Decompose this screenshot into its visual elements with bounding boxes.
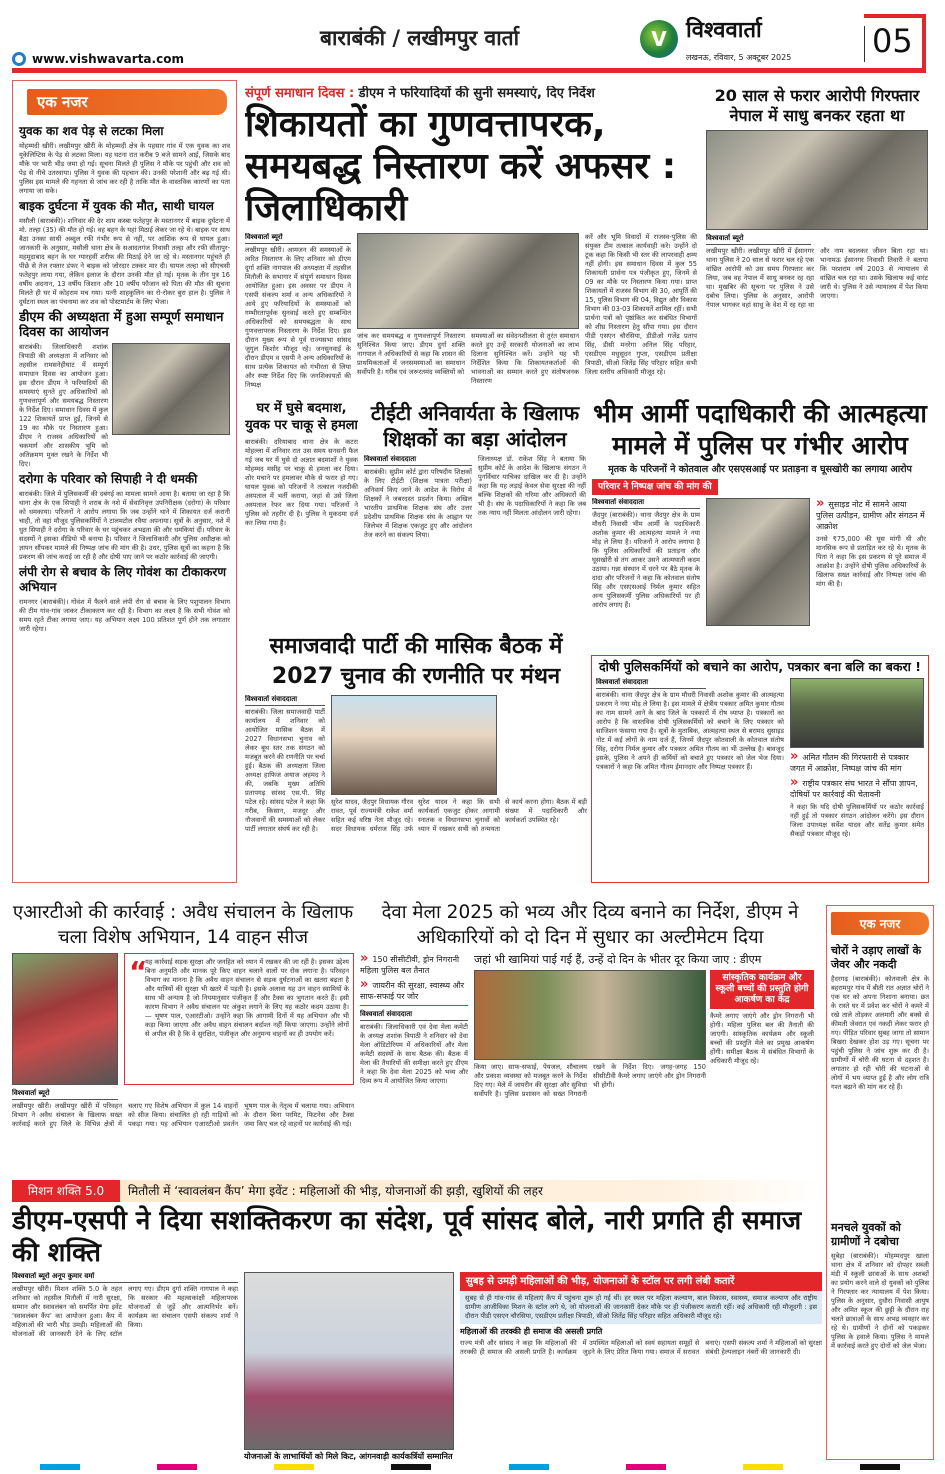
journalist-bullet	[790, 777, 924, 800]
quote-icon: “	[129, 955, 148, 988]
bullet-text: जायरीन की सुरक्षा, स्वास्थ्य और साफ-सफाई पर जोर	[360, 981, 465, 1001]
byline: विश्ववार्ता ब्यूरो	[12, 1089, 118, 1100]
brief-title: चोरों ने उड़ाए लाखों के जेवर और नकदी	[831, 944, 922, 971]
brief-body: सुबेहा (बाराबंकी)। मोहम्मदपुर खाला थाना क्षेत्र में शनिवार को दोपहर सब्जी मंडी में स्कूली छात्राओं के साथ अशब्दों का प्रयोग करने वाले दो युवकों को पुलिस ने गिरफ्तार कर न्यायालय में पेश किया। पुलिस के अनुसार, दुधौरा निवासी आयुष और अमित स्कूल की छुट्टी के दौरान राह चलते छात्राओं के साथ अभद्र व्यवहार कर रहे थे। ग्रामीणों ने दोनों को पकड़कर पुलिस के हवाले किया। पुलिस ने मामले में कार्रवाई करते हुए दोनों को जेल भेजा।	[831, 1252, 929, 1350]
deva-body-2: किया जाए। साफ-सफाई, पेयजल, शौचालय और प्रकाश व्यवस्था को मजबूत करने के निर्देश दिए गए। मेले में जायरीन की सुरक्षा और सुविधा सर्वोपरि है। पुलिस प्रशासन को सख्त निगरानी रखने के निर्देश दिए। जगह-जगह 150 सीसीटीवी कैमरे लगाए जाएंगे और ड्रोन निगरानी भी होगी।	[474, 1063, 706, 1098]
deva-body-3: कैमरे लगाए जाएंगे और ड्रोन निगरानी भी होगी। महिला पुलिस बल की तैनाती की जाएगी। सांस्कृतिक कार्यक्रम और स्कूली बच्चों की प्रस्तुति मेले का प्रमुख आकर्षण होंगी। समीक्षा बैठक में संबंधित विभागों के अधिकारी मौजूद रहे।	[710, 1012, 814, 1065]
bhim-headline: भीम आर्मी पदाधिकारी की आत्महत्या मामले में पुलिस पर गंभीर आरोप	[593, 399, 927, 460]
bullet-text: राष्ट्रीय पत्रकार संघ भारत ने सौंपा ज्ञापन, दोषियों पर कार्रवाई की चेतावनी	[790, 779, 918, 799]
browser-icon	[12, 52, 26, 66]
brand-name: विश्ववार्ता	[686, 18, 762, 43]
arto-quote-box	[124, 953, 354, 1085]
bhim-army-story	[592, 398, 928, 626]
lead-body-col3: समस्याओं का संवेदनशीलता से तुरंत समाधान करते हुए उन्हें सरकारी योजनाओं का लाभ दिलाना सुनिश्चित करें। उन्होंने यह भी निर्देशित किया कि शिकायतकर्ताओं की भावनाओं का सम्मान करते हुए संतोषजनक निस्तारण	[471, 332, 579, 385]
bullet-icon: »	[360, 977, 369, 992]
lead-body-col1: लखीमपुर खीरी। आमजन की समस्याओं के त्वरित निस्तारण के लिए शनिवार को डीएम दुर्गा शक्ति नागपाल की अध्यक्षता में तहसील मितौली के सभागार में संपूर्ण समाधान दिवस आयोजित हुआ। इस अवसर पर डीएम ने एसपी संकल्प शर्मा व अन्य अधिकारियों ने आये हुए फरियादियों के समस्याओं को गम्भीरतापूर्वक सुनवाई करते हुए सम्बन्धित अधिकारियों को समयबद्धता के साथ गुणवत्तापरक निस्तारण के निर्देश दिए। इस दौरान मुख्य रूप से पूर्व राज्यसभा सांसद जुगुल किशोर मौजूद रहे। जनसुनवाई के दौरान डीएम व एसपी ने अन्य अधिकारियों के साथ प्रत्येक शिकायत को गंभीरता से लिया और स्पष्ट निर्देश दिए कि जनशिकायतों की निष्पक्ष	[245, 246, 351, 389]
bullet-icon: »	[790, 775, 799, 790]
dateline: लखनऊ, रविवार, 5 अक्टूबर 2025	[686, 53, 792, 62]
mission-caption-2: महिलाओं की तरक्की ही समाज की असली प्रगति	[460, 1327, 603, 1336]
brief-title: मनचले युवकों को ग्रामीणों ने दबोचा	[831, 1221, 901, 1248]
brief-item	[19, 124, 230, 196]
brief-title: डीएम की अध्यक्षता में हुआ सम्पूर्ण समाधान दिवस का आयोजन	[19, 310, 224, 340]
byline: विश्ववार्ता ब्यूरो अनूप कुमार वर्मा	[12, 1272, 238, 1283]
lead-story	[245, 86, 703, 391]
bullet-text: सुसाइड नोट में सामने आया पुलिस उत्पीड़न, ग्रामीण और संगठन में आक्रोश	[816, 500, 925, 531]
masthead	[0, 0, 945, 76]
kicker-bar	[12, 1180, 822, 1202]
sp-meeting-photo	[331, 695, 497, 795]
journalist-headline: दोषी पुलिसकर्मियों को बचाने का आरोप, पत्रकार बना बलि का बकरा !	[599, 659, 921, 674]
stab-story	[245, 400, 358, 625]
mission-caption-1: योजनाओं के लाभार्थियों को मिले किट, आंगनवाड़ी कार्यकर्त्रियों सम्मानित	[244, 1452, 453, 1461]
fugitive-headline: 20 साल से फरार आरोपी गिरफ्तार नेपाल में साधु बनकर रहता था	[714, 86, 920, 125]
mission-body-1: लखीमपुर खीरी। मिशन शक्ति 5.0 के तहत शनिवार को तहसील मितौली में नारी सुरक्षा, सम्मान और स्वावलंबन को समर्पित मेगा इवेंट ‘स्वावलंबन कैंप’ का आयोजन हुआ। कैंप में महिलाओं की भारी भीड़ उमड़ी। महिलाओं की योजनाओं की जानकारी देने के लिए स्टॉल लगाए गए। डीएम दुर्गा शक्ति नागपाल ने कहा कि सरकार की महत्वाकांक्षी महिलापरक योजनाओं से जुड़ें और आत्मनिर्भर बनें। कार्यक्रम का संचालन एसपी संकल्प शर्मा ने किया।	[12, 1285, 238, 1338]
website-url[interactable]: www.vishwavarta.com	[32, 52, 184, 66]
deva-subhead: जहां भी खामियां पाई गई हैं, उन्हें दो दिन के भीतर दूर किया जाए : डीएम	[474, 953, 762, 966]
mission-red-banner: सुबह से उमड़ी महिलाओं की भीड़, योजनाओं के स्टॉल पर लगी लंबी कतारें	[460, 1272, 822, 1291]
brief-body: हैदरगढ़ (बाराबंकी)। कोतवाली क्षेत्र के बहरामपुर गांव में बीती रात अज्ञात चोरों ने एक घर को अपना निशाना बनाया। छत के रास्ते घर में प्रवेश कर चोरों ने कमरे में रखे ताले तोड़कर अलमारी और बक्से से कीमती जेवरात एवं नकदी लेकर फरार हो गए। पीड़ित परिवार सुबह जागा तो सामान बिखरा देखकर होश उड़ गए। सूचना पर पहुंची पुलिस ने जांच शुरू कर दी है। ग्रामीणों में चोरी की घटना से दहशत है। लगातार हो रही चोरी की घटनाओं से लोगों में भय व्याप्त हुई है और लोग रात्रि गश्त बढ़ाने की मांग कर रहे हैं।	[831, 975, 929, 1091]
mission-kicker: मितौली में ‘स्वावलंबन कैंप’ मेगा इवेंट : महिलाओं की भीड़, योजनाओं की झड़ी, खुशियों की लहर	[128, 1184, 543, 1198]
deva-bullet	[360, 953, 468, 976]
brief-body: बाराबंकी। जिलाधिकारी शशांक त्रिपाठी की अध्यक्षता में शनिवार को तहसील रामसनेहीघाट में सम्पूर्ण समाधान दिवस का आयोजन हुआ। इस दौरान डीएम ने फरियादियों की समस्याएं सुनते हुए अधिकारियों को गुणवत्तापूर्ण और समयबद्ध निस्तारण के निर्देश दिए। समाधान दिवस में कुल 122 शिकायतें प्राप्त हुईं, जिनमें से 19 का मौके पर निस्तारण हुआ। डीएम ने राजस्व अधिकारियों को चकमार्ग और शासकीय भूमि को अतिक्रमण मुक्त रखने के निर्देश भी दिए।	[19, 343, 108, 468]
deva-red-box: सांस्कृतिक कार्यक्रम और स्कूली बच्चों की प्रस्तुति होगी आकर्षण का केंद्र	[710, 970, 814, 1009]
mission-body-2: राज्य मंत्री और सांसद ने कहा कि महिलाओं की तरक्की ही समाज की असली प्रगति है। कार्यक्रम में उपस्थित महिलाओं को स्वयं सहायता समूहों से जुड़ने के लिए प्रेरित किया गया। समाज में सरावत बनाएं। एसपी संकल्प शर्मा ने महिलाओं को सुरक्षा संबंधी हेल्पलाइन नंबरों की जानकारी दी।	[460, 1339, 822, 1356]
sp-body-1: बाराबंकी। जिला समाजवादी पार्टी कार्यालय में शनिवार को आयोजित मासिक बैठक में 2027 विधानसभा चुनाव को लेकर बूथ स्तर तक संगठन को मजबूत करने की रणनीति पर चर्चा हुई। बैठक की अध्यक्षता जिला अध्यक्ष हाफिज अयाज अहमद ने की, जबकि मुख्य अतिथि प्रतापगढ़ सांसद एस.पी. सिंह पटेल रहे। सांसद पटेल ने कहा कि गरीब, किसान, मजदूर और नौजवानों की समस्याओं को लेकर पार्टी लगातार संघर्ष कर रही है।	[245, 708, 325, 833]
brief-title: युवक का शव पेड़ से लटका मिला	[19, 124, 164, 138]
dm-meeting-photo	[112, 343, 230, 435]
mission-shakti-story	[12, 1180, 822, 1462]
lead-headline: शिकायतों का गुणवत्तापरक, समयबद्ध निस्तारण करें अफसर : जिलाधिकारी	[245, 104, 677, 229]
byline: विश्ववार्ता ब्यूरो	[245, 233, 351, 244]
stab-body: बाराबंकी। दरियाबाद थाना क्षेत्र के कटरा मोहल्ला में शनिवार रात उस समय सनसनी फैल गई जब घर में घुसे दो अज्ञात बदमाशों ने युवक मोहम्मद मसीह पर चाकू से हमला कर दिया। शोर मचाने पर हमलावर मौके से फरार हो गए। घायल युवक को परिजनों ने तत्काल नजदीकी अस्पताल में भर्ती कराया, जहां से उसे जिला अस्पताल रेफर कर दिया गया। परिजनों ने पुलिस को तहरीर दी है। पुलिस ने मुकदमा दर्ज कर लिया गया है।	[245, 438, 358, 527]
mission-banner-body: सुबह से ही गांव-गांव से महिलाएं कैंप में पहुंचना शुरू हो गई थीं। हर स्थल पर महिला कल्याण, बाल विकास, स्वास्थ्य, समाज कल्याण और राष्ट्रीय ग्रामीण आजीविका मिशन के स्टॉल लगे थे, जो योजनाओं की जानकारी देकर मौके पर ही पंजीकरण कराती रहीं। कई अधिकारी रही मौजूदगी : इस दौरान पीडी एसएन चौरसिया, एसडीएम प्रतीक्षा त्रिपाठी, सीओ जितेंद्र सिंह परिहार सहित अधिकारी मौजूद रहे।	[465, 1294, 817, 1320]
brief-body: रामनगर (बाराबंकी)। गोवंश में फैलने वाले लंपी रोग से बचाव के लिए पशुपालन विभाग की टीम गांव-गांव जाकर टीकाकरण कर रही है। विभाग का लक्ष्य है कि सभी गोवंश को समय रहते टीका लगाया जाए। यह अभियान लक्ष्य 100 प्रतिशत पूर्ण होने तक लगातार जारी रहेगा।	[19, 598, 230, 633]
brief-title: बाइक दुर्घटना में युवक की मौत, साथी घायल	[19, 199, 214, 213]
journalist-photo	[790, 678, 924, 748]
brief-item	[19, 472, 230, 562]
section-title: बाराबंकी / लखीमपुर वार्ता	[320, 26, 520, 50]
mission-banner-box	[460, 1272, 822, 1324]
sp-meeting-story	[245, 632, 587, 882]
fugitive-story	[706, 86, 928, 391]
tet-story	[364, 400, 586, 625]
brief-title: दरोगा के परिवार को सिपाही ने दी धमकी	[19, 472, 198, 486]
arto-story	[12, 900, 354, 1172]
bullet-text: अमित गौतम की गिरफ्तारी से पत्रकार जगत में आक्रोश, निष्पक्ष जांच की मांग	[790, 753, 909, 773]
mission-badge: मिशन शक्ति 5.0	[12, 1180, 120, 1202]
journalist-body-2: ने कहा कि यदि दोषी पुलिसकर्मियों पर कठोर कार्रवाई नहीं हुई तो पत्रकार संगठन आंदोलन करेंगे। इस दौरान जिला उपाध्यक्ष सर्वेश यादव और सतेंद्र कुमार समेत सैकड़ों पत्रकार मौजूद रहे।	[790, 803, 924, 838]
deva-photo	[474, 970, 706, 1060]
arto-body: लखीमपुर खीरी। लखीमपुर खीरी में परिवहन विभाग ने अवैध संचालन के खिलाफ सख्त कार्रवाई करते हुए जिले के विभिन्न क्षेत्रों में चलाए गए विशेष अभियान में कुल 14 वाहनों को सीज किया। संचालित हो रही गाड़ियों को पकड़ा गया। यह अभियान एआरटीओ प्रवर्तन भूषण पाल के नेतृत्व में चलाया गया। अभियान के दौरान बिना परमिट, फिटनेस और टैक्स जमा किए चल रहे वाहनों पर कार्रवाई की गई।	[12, 1102, 354, 1128]
fugitive-body: लखीमपुर खीरी। लखीमपुर खीरी में ईसानगर थाना पुलिस ने 20 साल से फरार चल रहे एक वांछित आरोपी को उस समय गिरफ्तार कर लिया, जब वह नेपाल में साधु बनकर रह रहा था। मुखबिर की सूचना पर पुलिस ने उसे दबोच लिया। पुलिस के अनुसार, आरोपी नेपाल भागकर वहां साधु के वेश में रह रहा था और नाम बदलकर जीवन बिता रहा था। भानामऊ ईसानगर निवासी तिवारी ने बताया कि परशराम वर्ष 2003 से न्यायालय से वांछित चल रहा था। उसके खिलाफ कई वारंट जारी थे। पुलिस ने उसे न्यायालय में पेश किया जाएगा।	[706, 247, 928, 309]
tet-headline: टीईटी अनिवार्यता के खिलाफ शिक्षकों का बड़ा आंदोलन	[370, 401, 580, 451]
color-registration-bar	[40, 1464, 900, 1470]
brief-title: लंपी रोग से बचाव के लिए गोवंश का टीकाकरण अभियान	[19, 565, 227, 594]
brief-item	[19, 565, 230, 634]
journalist-story	[591, 655, 929, 883]
brief-body: बाराबंकी। जिले में पुलिसकर्मी की दबंगई का मामला सामने आया है। बताया जा रहा है कि थाना क्षेत्र के एक सिपाही ने शराब के नशे में सेवानिवृत्त उपनिरीक्षक (दरोगा) के परिवार को धमकाया। परिजनों ने आरोप लगाया कि जब उन्होंने थाने में शिकायत दर्ज करानी चाही, तो वहां मौजूद पुलिसकर्मियों ने टालमटोल रवैया अपनाया। सूत्रों के अनुसार, नशे में धुत सिपाही ने दरोगा के परिवार के घर पहुंचकर अभद्रता की और धमकियां दीं। परिवार के सदस्यों ने इसका वीडियो भी बनाया है। परिवार ने जिलाधिकारी और पुलिस अधीक्षक को ज्ञापन सौंपकर मामले की निष्पक्ष जांच की मांग की है। उधर, पुलिस सूत्रों का कहना है कि प्रकरण की जांच कराई जा रही है और दोषी पाए जाने पर कठोर कार्रवाई की जाएगी।	[19, 490, 230, 561]
tet-body-1: बाराबंकी। सुप्रीम कोर्ट द्वारा परिषदीय शिक्षकों के लिए टीईटी (शिक्षक पात्रता परीक्षा) अनिवार्य किए जाने के आदेश के विरोध में शिक्षकों ने जबरदस्त प्रदर्शन किया। अखिल भारतीय प्राथमिक शिक्षक संघ और उत्तर प्रदेशीय प्राथमिक शिक्षक संघ के आह्वान पर जिलेभर में शिक्षक एकजुट हुए और आंदोलन तेज करने का संकल्प लिया।	[364, 468, 472, 539]
bullet-icon: »	[816, 498, 825, 511]
brand-logo-icon: V	[640, 20, 678, 58]
deva-body-1: बाराबंकी। जिलाधिकारी एवं देवा मेला कमेटी के अध्यक्ष शशांक त्रिपाठी ने शनिवार को देवा मेला ऑडिटोरियम में अधिकारियों और मेला कमेटी सदस्यों के साथ बैठक की। बैठक में मेला की तैयारियों की समीक्षा करते हुए डीएम ने कहा कि देवा मेला 2025 को भव्य और दिव्य रूप में आयोजित किया जाएगा।	[360, 1023, 468, 1085]
deva-headline: देवा मेला 2025 को भव्य और दिव्य बनाने का निर्देश, डीएम ने अधिकारियों को दो दिन में सुधार का अल्टीमेटम दिया	[381, 902, 799, 948]
bhim-body: जैदपुर (बाराबंकी)। थाना जैदपुर क्षेत्र के ग्राम मौधरी निवासी भीम आर्मी के पदाधिकारी अशोक कुमार की आत्महत्या मामले ने नया मोड़ ले लिया है। परिजनों ने आरोप लगाया है कि पुलिस अधिकारियों की प्रताड़ना और घूसखोरी से तंग आकर उसने आत्मघाती कदम उठाया। गन्ना संस्थान में धरने पर बैठे मृतक के दादा और परिजनों ने कहा कि कोतवाल संतोष सिंह और एसएसआई निर्मल कुमार सहित अन्य पुलिसकर्मी पुलिस अधिकारियों पर ही आरोप लगाए हैं।	[592, 511, 700, 609]
tet-body-2: जिलाध्यक्ष डॉ. राकेश सिंह ने बताया कि सुप्रीम कोर्ट के आदेश के खिलाफ संगठन ने पुनर्विचार याचिका दाखिल कर दी है। उन्होंने कहा कि यह लड़ाई केवल सेवा सुरक्षा की नहीं बल्कि शिक्षकों की गरिमा और अधिकारों की भी है। संघ के पदाधिकारियों ने कहा कि जब तक न्याय नहीं मिलता आंदोलन जारी रहेगा।	[478, 455, 586, 517]
bhim-body-2: उनसे ₹75,000 की घूस मांगी थी और मानसिक रूप से प्रताड़ित कर रहे थे। मृतक के पिता ने कहा कि इस प्रकरण से पूरे समाज में आक्रोश है। उन्होंने दोषी पुलिस अधिकारियों के खिलाफ सख्त कार्रवाई और निष्पक्ष जांच की मांग की है।	[816, 535, 926, 588]
arto-quote: यह कार्रवाई सड़क सुरक्षा और जनहित को ध्यान में रखकर की जा रही है। इसका उद्देश्य बिना अनुमति और मानक पूरे किए वाहन चलाने वालों पर रोक लगाना है। परिवहन विभाग का मानना है कि अवैध वाहन संचालन से सड़क दुर्घटनाओं का खतरा बढ़ता है और यात्रियों की सुरक्षा भी खतरे में पड़ती है। इसके अलावा यह उन वाहन स्वामियों के साथ भी अन्याय है जो नियमानुसार पंजीकृत हैं और टैक्स का भुगतान करते हैं। इसी कारण विभाग ने अवैध संचालन पर अंकुश लगाने के लिए यह कठोर कदम उठाया है। — भूषण पाल, एआरटीओ। उन्होंने कहा कि आगामी दिनों में यह अभियान और भी कड़ा किया जाएगा और अवैध वाहन संचालन बर्दाश्त नहीं किया जाएगा। उन्होंने लोगों से अपील की है कि वे सुरक्षित, पंजीकृत और अनुमन्य वाहनों का ही उपयोग करें।	[145, 958, 349, 1038]
byline: विश्ववार्ता संवाददाता	[360, 1010, 468, 1021]
byline: विश्ववार्ता संवाददाता	[245, 695, 325, 706]
bullet-icon: »	[790, 749, 799, 764]
arto-headline: एआरटीओ की कार्रवाई : अवैध संचालन के खिलाफ चला विशेष अभियान, 14 वाहन सीज	[12, 902, 354, 948]
lead-body-col2: जांच कर समयबद्ध व गुणवत्तापूर्ण निस्तारण सुनिश्चित किया जाए। डीएम दुर्गा शक्ति नागपाल ने अधिकारियों से कहा कि शासन की प्राथमिकताओं में जनसमस्याओं का समाधान सर्वोपरि है। गरीब एवं जरूरतमंद व्यक्तियों को	[357, 332, 465, 376]
brief-item	[19, 199, 230, 307]
deva-mela-story	[360, 900, 820, 1172]
sp-headline: समाजवादी पार्टी की मासिक बैठक में 2027 चुनाव की रणनीति पर मंथन	[269, 634, 563, 689]
journalist-body: बाराबंकी। थाना जैदपुर क्षेत्र के ग्राम मौधरी निवासी अशोक कुमार की आत्महत्या प्रकरण ने नया मोड़ ले लिया है। इस मामले में क्षेत्रीय पत्रकार अमित कुमार गौतम का नाम सामने आने के बाद जिले के पत्रकारों में रोष व्याप्त है। पत्रकारों का आरोप है कि वास्तविक दोषी पुलिसकर्मियों को बचाने के लिए पत्रकार को साजिशन फंसाया गया है। सूत्रों के मुताबिक, आत्महत्या स्थल से बरामद सुसाइड नोट में कई लोगों के नाम दर्ज हैं, जिनमें जैदपुर कोतवाली के कोतवाल संतोष सिंह, दरोगा निर्मल कुमार और पत्रकार अमित गौतम का भी उल्लेख है। बावजूद इसके, पुलिस ने अपने ही कर्मियों को बचाते हुए पत्रकार को जेल भेज दिया। पत्रकारों ने कहा कि अमित गौतम ईमानदार और निष्पक्ष पत्रकार हैं।	[596, 691, 784, 771]
brief-body: मसौली (बाराबंकी)। शनिवार की देर शाम कस्बा फतेहपुर के मस्तानगर में बाइक दुर्घटना में मो. तल्हा (35) की मौत हो गई। वह बहन के यहां मिठाई लेकर जा रहे थे। बाइक पर साथ बैठा उनका साथी अब्दुल रफी गंभीर रूप से नहीं, पर आंशिक रूप से घायल हुआ। जानकारी के अनुसार, मसौली थाना क्षेत्र के सआदतगंज निवासी तल्हा और रफी सीतापुर-महमूदाबाद बहन के घर ग्यारहवीं शरीफ की मिठाई देने जा रहे थे। मस्तानगर पहुंचते ही पीछे से तेज रफ्तार डंफर ने बाइक को जोरदार टक्कर मार दी। घायल तल्हा को सीएचसी फतेहपुर लाया गया, लेकिन इलाज के दौरान उनकी मौत हो गई। मृतक के तीन पुत्र 16 वर्षीय अदनान, 13 वर्षीय जिशान और 10 वर्षीय फौजान को पिता की मौत की सूचना मिलते ही घर में कोहराम मच गया। पत्नी शाहकुलिन का रो-रोकर बुरा हाल है। पुलिस ने दुर्घटना स्थल का पंचनामा कर शव को पोस्टमार्टम के लिए भेजा।	[19, 217, 230, 306]
stab-headline: घर में घुसे बदमाश, युवक पर चाकू से हमला	[245, 401, 358, 433]
byline: विश्ववार्ता संवाददाता	[592, 498, 700, 509]
left-briefs-box	[12, 80, 237, 883]
ek-nazar-tab: एक नजर	[831, 912, 929, 935]
lead-kicker-label: संपूर्ण समाधान दिवस :	[245, 86, 355, 101]
mission-headline: डीएम-एसपी ने दिया सशक्तिकरण का संदेश, पूर्व सांसद बोले, नारी प्रगति ही समाज की शक्ति	[12, 1206, 802, 1268]
ek-nazar-tab: एक नजर	[27, 89, 227, 115]
bhim-photo	[706, 498, 810, 626]
header-rule	[12, 68, 926, 73]
journalist-bullet	[790, 751, 924, 774]
page-number-box	[864, 14, 926, 68]
page-number: 05	[872, 22, 913, 60]
byline: विश्ववार्ता संवाददाता	[364, 455, 472, 466]
mission-photo	[244, 1272, 454, 1450]
lead-photo	[357, 233, 579, 329]
byline: विश्ववार्ता संवाददाता	[596, 678, 706, 689]
bhim-red-bar: परिवार ने निष्पक्ष जांच की मांग की	[592, 479, 718, 495]
lead-body-col4: करें और भूमि विवादों में राजस्व-पुलिस की संयुक्त टीम तत्काल कार्यवाही करे। उन्होंने दो टूक कहा कि किसी भी स्तर की लापरवाही क्षम्य नहीं होगी। इस समाधान दिवस में कुल 55 शिकायती प्रार्थना पत्र पंजीकृत हुए, जिनमें से 09 का मौके पर निस्तारण किया गया। प्राप्त शिकायतों में राजस्व विभाग की 30, आपूर्ति की 15, पुलिस विभाग की 04, विद्युत और विकास विभाग की 03-03 शिकायतें शामिल रहीं। सभी प्रार्थना पत्रों को पृष्ठांकित कर संबंधित विभागों को शीघ्र निस्तारण हेतु सौंपा गया। इस दौरान पीडी एसएन चौरसिया, डीडीओ गजेंद्र प्रताप सिंह, डीसी मनरेगा अनिल सिंह परिहार, एसडीएम मधुसूदन गुप्ता, एसडीएम प्रतीक्षा त्रिपाठी, सीओ जितेंद्र सिंह परिहार सहित सभी जिला स्तरीय अधिकारी मौजूद रहे।	[585, 233, 697, 376]
bullet-text: 150 सीसीटीवी, ड्रोन निगरानी महिला पुलिस बल तैनात	[360, 955, 460, 975]
fugitive-photo	[706, 130, 928, 230]
lead-kicker: डीएम ने फरियादियों की सुनी समस्याएं, दिए निर्देश	[358, 86, 595, 101]
sp-body-2: सुरेश यादव, जैदपुर विधायक गौरव रावत, पूर्व राज्यमंत्री राकेश वर्मा सहित कई वरिष्ठ नेता मौजूद रहे। सदर विधायक धर्मराज सिंह उर्फ सुरेश यादव ने कहा कि सभी कार्यकर्ता एकजुट होकर आगामी स्नातक व विधानसभा चुनावों को ध्यान में रखकर सभी को तन्मयता से कार्य करना होगा। बैठक में बड़ी संख्या में पदाधिकारी और कार्यकर्ता उपस्थित रहे।	[331, 798, 587, 833]
right-briefs-box	[826, 905, 934, 1460]
deva-bullet	[360, 979, 468, 1006]
bullet-icon: »	[360, 953, 369, 966]
bhim-subhead: मृतक के परिजनों ने कोतवाल और एसएसआई पर प्रताड़ना व घूसखोरी का लगाया आरोप	[608, 464, 912, 475]
byline: विश्ववार्ता ब्यूरो	[706, 234, 811, 245]
brief-item	[19, 307, 230, 469]
bhim-bullet	[816, 498, 926, 532]
brief-body: मोहम्मदी खीरी। लखीमपुर खीरी के मोहम्मदी क्षेत्र के पहसार गांव में एक युवक का शव यूकेलिप्टिस के पेड़ से लटका मिला। यह घटना रात करीब 9 बजे सामने आई, जिसके बाद मौके पर भारी भीड़ जमा हो गई। सूचना मिलते ही पुलिस ने मौके पर पहुंची और शव को पेड़ से नीचे उतरवाया। पुलिस ने युवक की पहचान की। उनकी परेशानी और बढ़ गई थी। पुलिस इस मामले की गहनता से जांच कर रही है ताकि मौत के वास्तविक कारणों का पता लगाया जा सके।	[19, 142, 230, 195]
bus-photo	[12, 953, 118, 1085]
